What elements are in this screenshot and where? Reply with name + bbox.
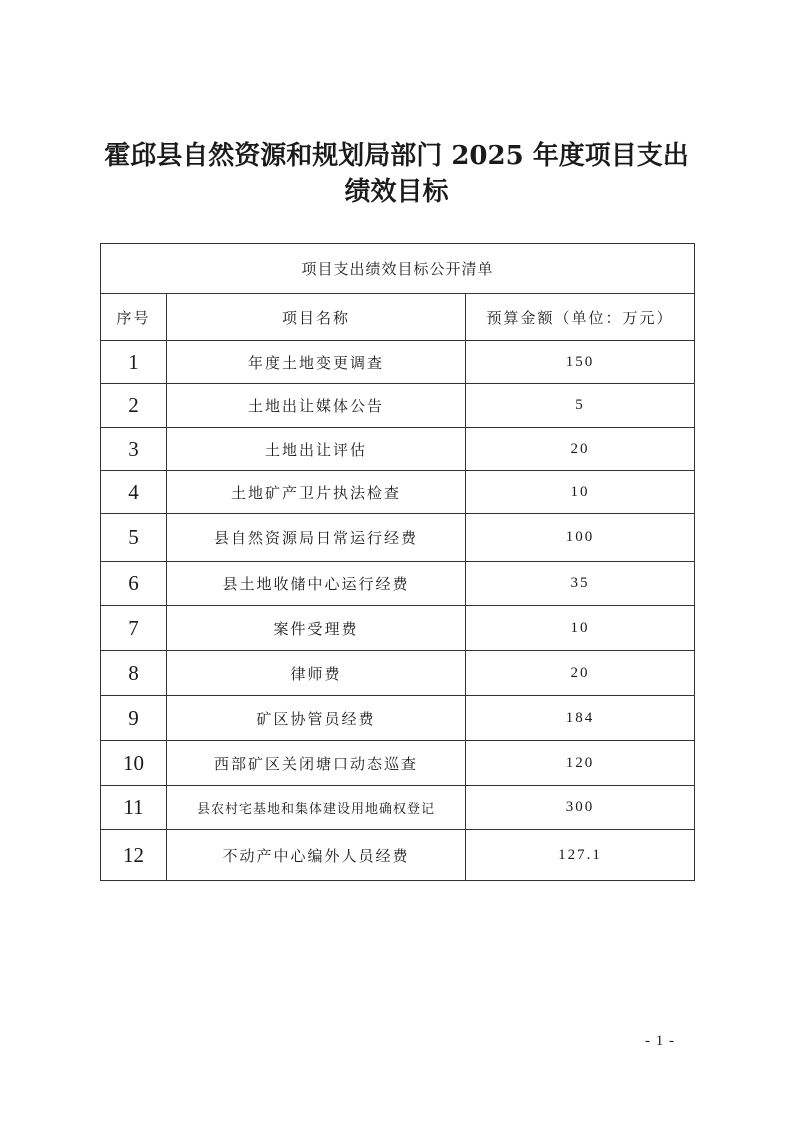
header-budget-amount: 预算金额（单位：万元） — [466, 294, 695, 341]
row-serial-number: 4 — [101, 471, 167, 514]
table-row — [101, 428, 695, 471]
row-serial-number: 10 — [101, 741, 167, 786]
table-row — [101, 786, 695, 830]
row-project-name: 不动产中心编外人员经费 — [167, 830, 466, 881]
table-row — [101, 514, 695, 562]
project-expenditure-table — [100, 243, 695, 881]
document-title-line-1: 霍邱县自然资源和规划局部门 2025 年度项目支出 — [104, 141, 689, 171]
row-budget-amount: 20 — [466, 428, 695, 471]
table-row — [101, 696, 695, 741]
row-serial-number: 1 — [101, 341, 167, 384]
page-number: - 1 - — [645, 1033, 675, 1049]
row-budget-amount: 10 — [466, 606, 695, 651]
header-serial-number: 序号 — [101, 294, 167, 341]
header-project-name: 项目名称 — [167, 294, 466, 341]
row-budget-amount: 300 — [466, 786, 695, 830]
row-budget-amount: 5 — [466, 384, 695, 428]
row-budget-amount: 150 — [466, 341, 695, 384]
row-serial-number: 3 — [101, 428, 167, 471]
table-caption: 项目支出绩效目标公开清单 — [101, 244, 695, 294]
row-project-name: 县自然资源局日常运行经费 — [167, 514, 466, 562]
row-serial-number: 11 — [101, 786, 167, 830]
row-project-name: 土地出让评估 — [167, 428, 466, 471]
row-budget-amount: 35 — [466, 562, 695, 606]
table-row — [101, 830, 695, 881]
row-budget-amount: 127.1 — [466, 830, 695, 881]
table-row — [101, 471, 695, 514]
row-project-name: 年度土地变更调查 — [167, 341, 466, 384]
row-project-name: 律师费 — [167, 651, 466, 696]
row-project-name: 县农村宅基地和集体建设用地确权登记 — [167, 786, 466, 830]
table-row — [101, 562, 695, 606]
table-row — [101, 606, 695, 651]
document-title-line-2: 绩效目标 — [344, 177, 449, 207]
row-budget-amount: 184 — [466, 696, 695, 741]
row-project-name: 矿区协管员经费 — [167, 696, 466, 741]
table-header-row — [101, 294, 695, 341]
row-project-name: 西部矿区关闭塘口动态巡查 — [167, 741, 466, 786]
row-budget-amount: 120 — [466, 741, 695, 786]
table-row — [101, 384, 695, 428]
table-row — [101, 741, 695, 786]
row-project-name: 县土地收储中心运行经费 — [167, 562, 466, 606]
row-serial-number: 9 — [101, 696, 167, 741]
table-row — [101, 341, 695, 384]
row-serial-number: 12 — [101, 830, 167, 881]
row-budget-amount: 20 — [466, 651, 695, 696]
row-project-name: 土地矿产卫片执法检查 — [167, 471, 466, 514]
row-budget-amount: 100 — [466, 514, 695, 562]
row-serial-number: 7 — [101, 606, 167, 651]
row-serial-number: 5 — [101, 514, 167, 562]
row-serial-number: 2 — [101, 384, 167, 428]
row-budget-amount: 10 — [466, 471, 695, 514]
row-project-name: 土地出让媒体公告 — [167, 384, 466, 428]
row-serial-number: 8 — [101, 651, 167, 696]
row-project-name: 案件受理费 — [167, 606, 466, 651]
row-serial-number: 6 — [101, 562, 167, 606]
table-row — [101, 651, 695, 696]
